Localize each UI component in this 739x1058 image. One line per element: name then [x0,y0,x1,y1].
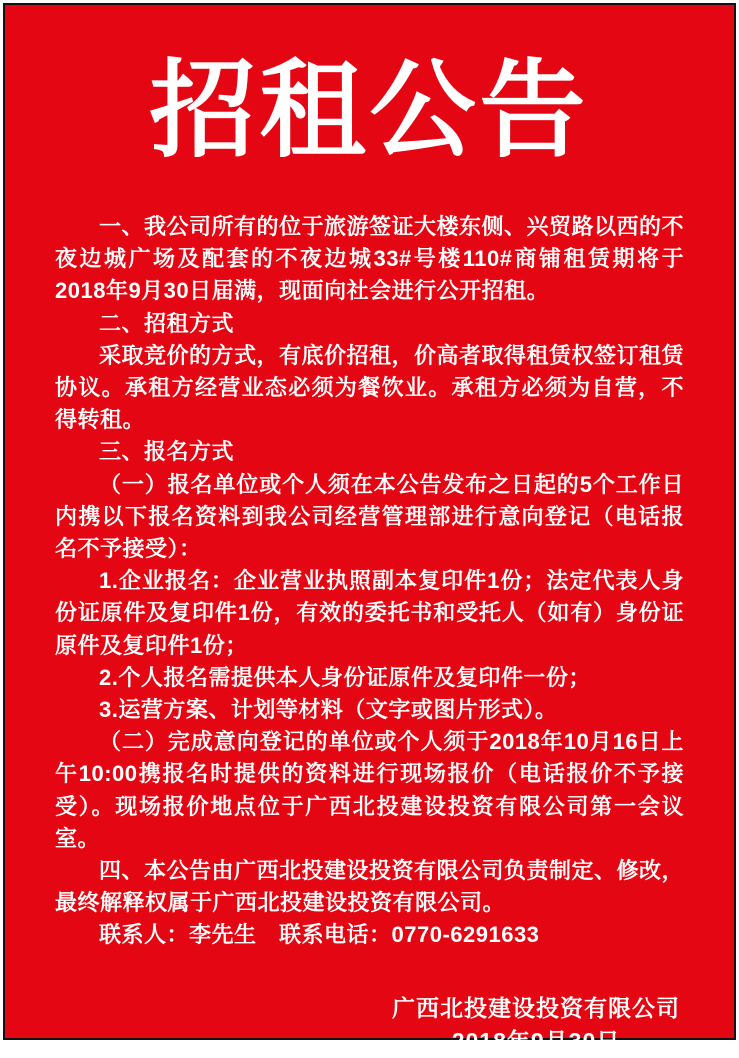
announcement-body [55,211,684,952]
para-signup-registration: （一）报名单位或个人须在本公告发布之日起的5个工作日内携以下报名资料到我公司经营管理部进行意向登记（电话报名不予接受）： [55,471,684,562]
para-onsite-bidding: （二）完成意向登记的单位或个人须于2018年10月16日上午10:00携报名时提供的资料进行现场报价（电话报价不予接受）。现场报价地点位于广西北投建设投资有限公司第一会议室。 [55,729,684,851]
para-plan-materials: 3.运营方案、计划等材料（文字或图片形式）。 [99,697,558,723]
para-company-materials: 1.企业报名：企业营业执照副本复印件1份；法定代表人身份证原件及复印件1份，有效的委托书和受托人（如有）身份证原件及复印件1份； [55,568,684,658]
para-interpretation-rights: 四、本公告由广西北投建设投资有限公司负责制定、修改，最终解释权属于广西北投建设投资有限公司。 [55,858,685,916]
para-premises-intro: 一、我公司所有的位于旅游签证大楼东侧、兴贸路以西的不夜边城广场及配套的不夜边城33#号楼110#商铺租赁期将于2018年9月30日届满，现面向社会进行公开招租。 [55,214,685,304]
para-rental-method: 采取竞价的方式，有底价招租，价高者取得租赁权签订租赁协议。承租方经营业态必须为餐饮业。承租方必须为自营，不得转租。 [55,342,685,433]
signature-date: 2018年9月30日 [451,1027,621,1054]
poster-title: 招租公告 [149,53,590,170]
signature-block [392,992,680,1058]
para-contact-info: 联系人：李先生 联系电话：0770-6291633 [99,922,540,948]
heading-rental-method: 二、招租方式 [99,310,235,336]
heading-signup-method: 三、报名方式 [99,439,235,465]
para-individual-materials: 2.个人报名需提供本人身份证原件及复印件一份； [99,664,591,690]
signature-company-name: 广西北投建设投资有限公司 [392,994,680,1021]
poster-red-panel [3,3,736,1054]
